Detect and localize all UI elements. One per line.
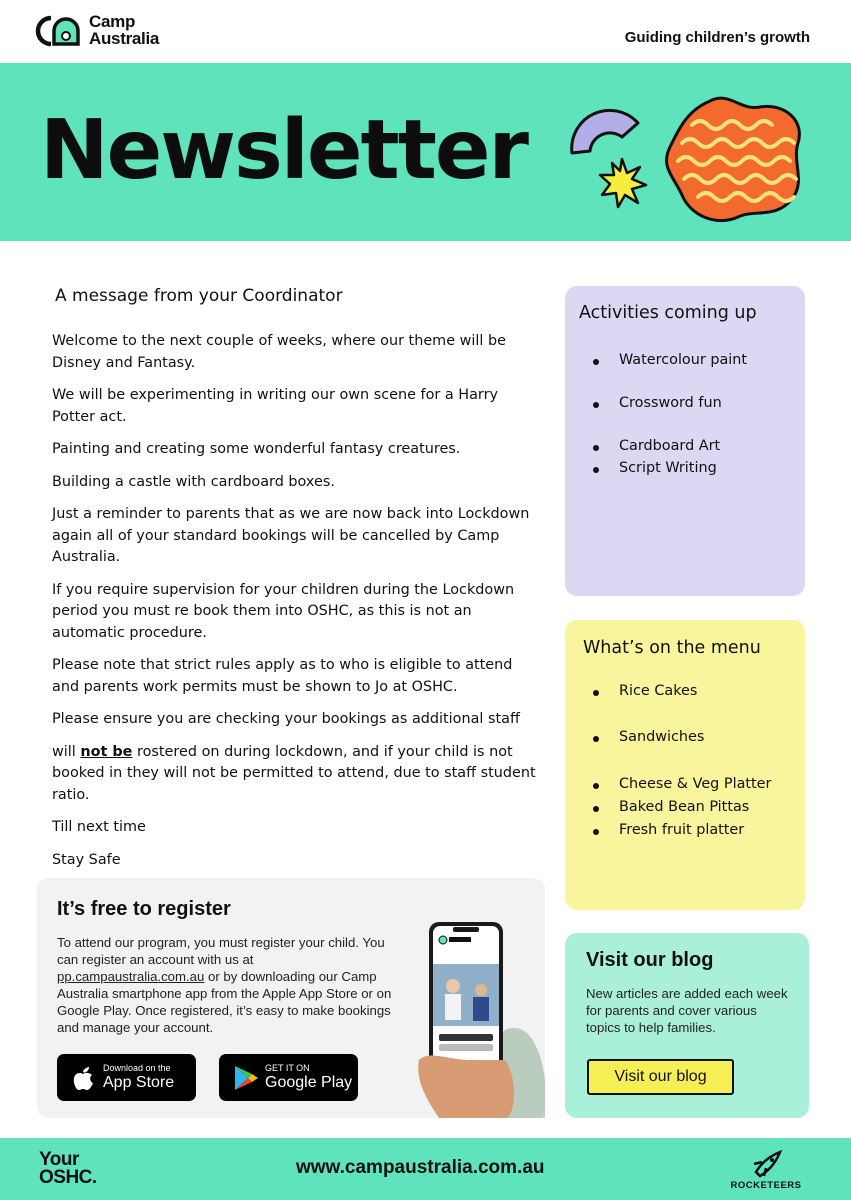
your-oshc-line1: Your bbox=[39, 1149, 79, 1170]
logo-wordmark bbox=[89, 13, 159, 47]
message-paragraph: If you require supervision for your children during the Lockdown period you must re book them into OSHC, as this is not an automatic procedure. bbox=[52, 581, 515, 641]
menu-box: What’s on the menu Rice Cakes Sandwiches Cheese & Veg Platter Baked Bean Pittas Fresh fruit platter bbox=[565, 620, 805, 910]
app-store-label: App Store bbox=[103, 1074, 175, 1091]
bullet-icon bbox=[593, 806, 599, 812]
message-paragraph: We will be experimenting in writing our own scene for a Harry Potter act. bbox=[52, 387, 499, 425]
bullet-icon bbox=[593, 402, 599, 408]
rocketeers-logo bbox=[716, 1146, 816, 1196]
text-run: To attend our program, you must register your child. You can register an account with us at bbox=[57, 935, 385, 967]
register-text bbox=[57, 934, 402, 1036]
register-box bbox=[37, 878, 545, 1118]
message-paragraph: Please note that strict rules apply as to who is eligible to attend and parents work permits must be shown to Jo at OSHC. bbox=[52, 657, 513, 695]
bullet-icon bbox=[593, 467, 599, 473]
text-run: or by downloading our Camp Australia smartphone app from the Apple App Store or on Google Play. Once registered, it’s easy to make bookings and manage your account. bbox=[57, 969, 392, 1035]
google-play-label: Google Play bbox=[265, 1074, 353, 1091]
message-paragraph: Welcome to the next couple of weeks, where our theme will be Disney and Fantasy. bbox=[52, 333, 506, 371]
register-title: It’s free to register bbox=[57, 898, 231, 920]
emphasized-text: not be bbox=[80, 743, 133, 760]
blog-text: New articles are added each week for parents and cover various topics to help families. bbox=[586, 986, 788, 1035]
text-run: will bbox=[52, 743, 81, 760]
bullet-icon bbox=[593, 736, 599, 742]
visit-blog-button[interactable]: Visit our blog bbox=[587, 1059, 734, 1095]
message-paragraph: Till next time bbox=[52, 819, 146, 835]
rocket-icon bbox=[750, 1148, 784, 1178]
coordinator-message bbox=[52, 331, 542, 882]
message-paragraph: Stay Safe bbox=[52, 851, 121, 868]
google-play-small-label: GET IT ON bbox=[265, 1063, 310, 1073]
bullet-icon bbox=[593, 690, 599, 696]
activities-box: Activities coming up Watercolour paint Crossword fun Cardboard Art Script Writing bbox=[565, 286, 805, 596]
decorative-shapes-illustration bbox=[560, 91, 810, 226]
footer-website-link[interactable]: www.campaustralia.com.au bbox=[296, 1157, 545, 1178]
footer bbox=[0, 1138, 851, 1200]
menu-title: What’s on the menu bbox=[583, 638, 761, 658]
text-run: rostered on during lockdown, and if your child is not booked in they will not be permitted to attend, due to staff student ratio. bbox=[52, 743, 536, 803]
app-store-button[interactable] bbox=[57, 1054, 196, 1101]
bullet-icon bbox=[593, 829, 599, 835]
message-paragraph: Please ensure you are checking your bookings as additional staff bbox=[52, 711, 520, 727]
newsletter-banner bbox=[0, 63, 851, 241]
your-oshc-line2: OSHC. bbox=[39, 1167, 97, 1188]
bullet-icon bbox=[593, 359, 599, 365]
app-store-small-label: Download on the bbox=[103, 1063, 171, 1073]
activities-title: Activities coming up bbox=[579, 303, 757, 323]
banner-title: Newsletter bbox=[40, 103, 527, 198]
coordinator-heading: A message from your Coordinator bbox=[55, 286, 343, 306]
message-paragraph bbox=[52, 742, 542, 807]
message-paragraph: Painting and creating some wonderful fantasy creatures. bbox=[52, 441, 461, 457]
bullet-icon bbox=[593, 783, 599, 789]
your-oshc-logo bbox=[39, 1151, 97, 1187]
message-paragraph: Building a castle with cardboard boxes. bbox=[52, 473, 335, 490]
logo-line2: Australia bbox=[89, 29, 160, 48]
camp-australia-logo bbox=[34, 12, 184, 52]
bullet-icon bbox=[593, 445, 599, 451]
register-link[interactable]: pp.campaustralia.com.au bbox=[57, 969, 205, 984]
rocketeers-label: ROCKETEERS bbox=[730, 1180, 802, 1191]
blog-box bbox=[565, 933, 809, 1118]
apple-icon bbox=[71, 1064, 95, 1092]
message-paragraph: Just a reminder to parents that as we are now back into Lockdown again all of your standard bookings will be cancelled by Camp Australia. bbox=[52, 506, 530, 565]
camp-australia-logo-icon bbox=[34, 14, 86, 48]
tagline: Guiding children’s growth bbox=[624, 29, 810, 46]
logo-line1: Camp bbox=[89, 12, 136, 31]
google-play-button[interactable] bbox=[219, 1054, 358, 1101]
google-play-icon bbox=[233, 1064, 259, 1092]
blog-title: Visit our blog bbox=[586, 949, 714, 971]
phone-app-illustration bbox=[409, 910, 545, 1118]
